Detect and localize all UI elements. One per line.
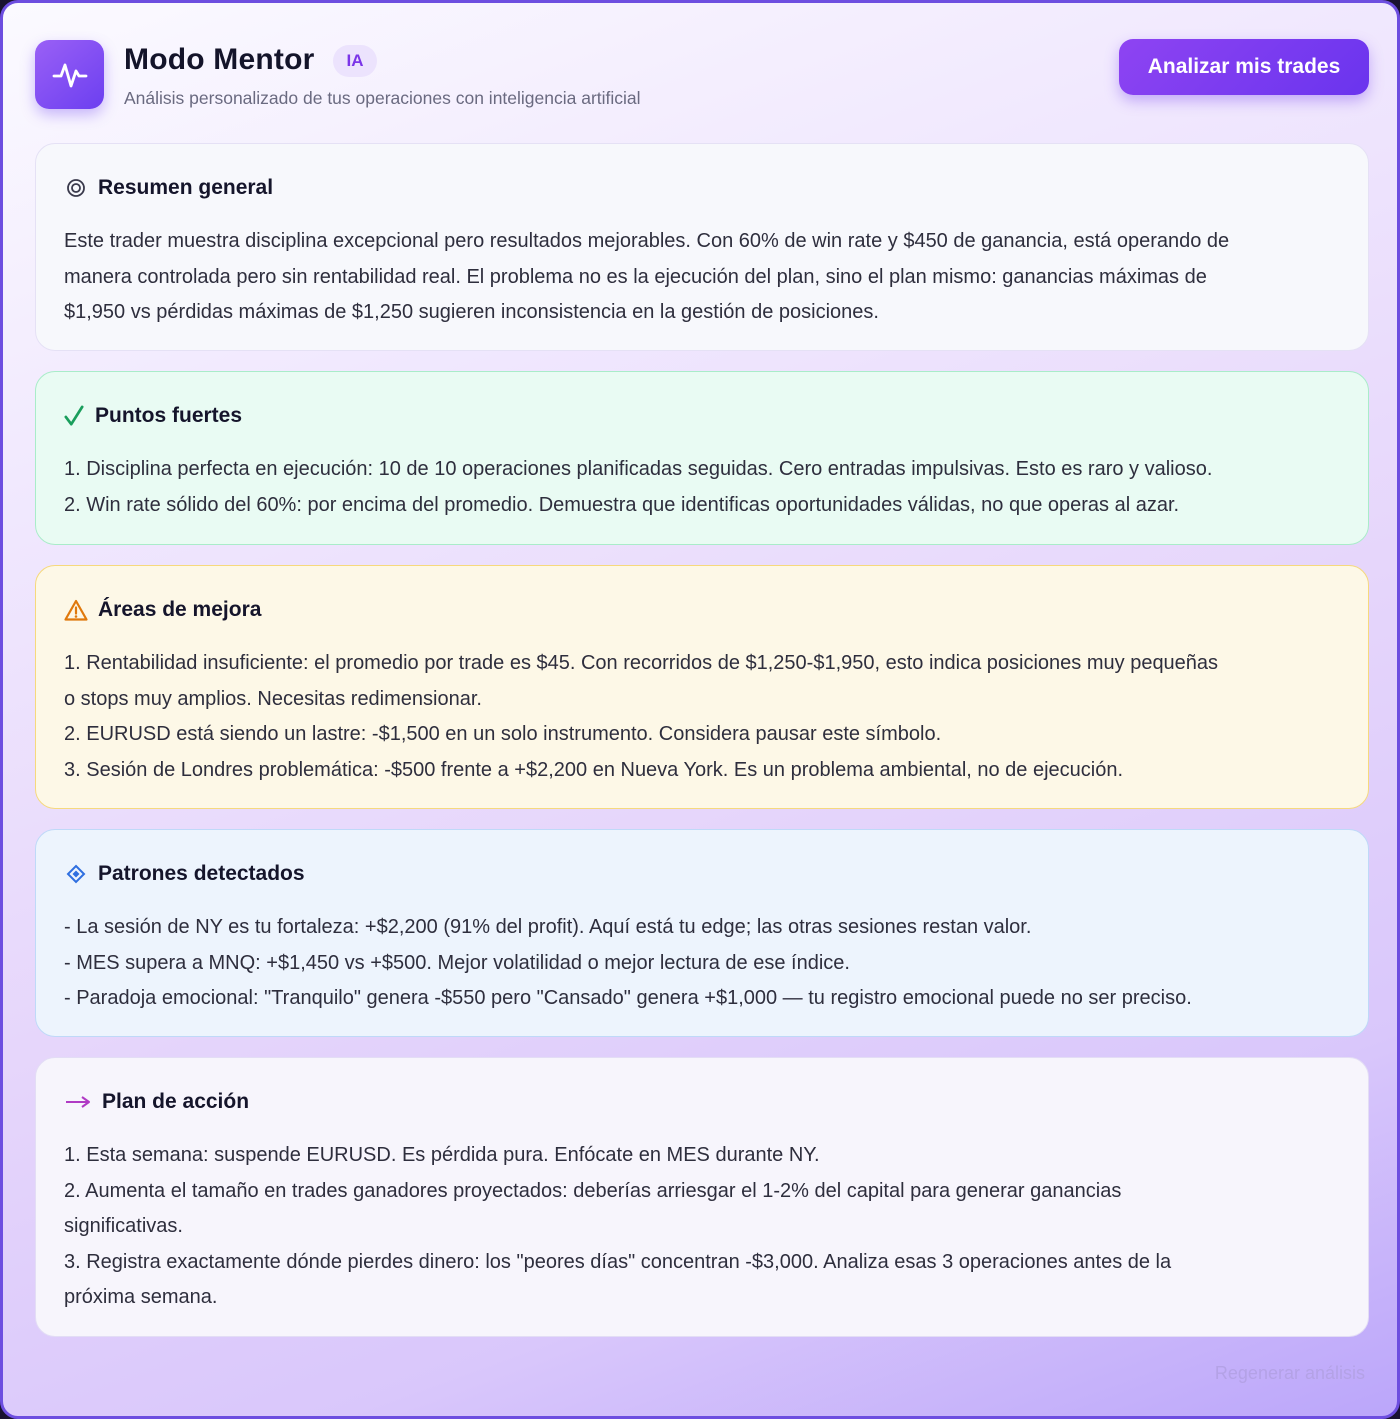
pattern-item: - Paradoja emocional: "Tranquilo" genera -$550 pero "Cansado" genera +$1,000 — tu registro emocional puede no ser preciso. (64, 987, 1192, 1009)
improvement-item: 1. Rentabilidad insuficiente: el promedio por trade es $45. Con recorridos de $1,250-$1,950, esto indica posiciones muy pequeñas (64, 652, 1219, 674)
analyze-trades-button[interactable]: Analizar mis trades (1119, 39, 1369, 95)
plan-item: significativas. (64, 1215, 183, 1237)
improvement-item: 2. EURUSD está siendo un lastre: -$1,500 en un solo instrumento. Considera pausar este símbolo. (64, 723, 942, 745)
summary-line: Este trader muestra disciplina excepcional pero resultados mejorables. Con 60% de win rate y $450 de ganancia, está operando de (64, 230, 1230, 252)
improvement-item: 3. Sesión de Londres problemática: -$500 frente a +$2,200 en Nueva York. Es un problema ambiental, no de ejecución. (64, 758, 1124, 781)
patterns-title: Patrones detectados (98, 862, 305, 885)
pattern-item: - MES supera a MNQ: +$1,450 vs +$500. Mejor volatilidad o mejor lectura de ese índice. (64, 951, 850, 974)
strengths-card (35, 371, 1369, 545)
action-plan-card (35, 1057, 1369, 1337)
summary-title: Resumen general (98, 176, 274, 199)
plan-item: 1. Esta semana: suspende EURUSD. Es pérdida pura. Enfócate en MES durante NY. (64, 1144, 820, 1166)
ai-badge: IA (333, 45, 377, 77)
strengths-title: Puntos fuertes (95, 404, 243, 427)
summary-line: manera controlada pero sin rentabilidad real. El problema no es la ejecución del plan, sino el plan mismo: ganancias máximas de (64, 265, 1207, 288)
page-subtitle: Análisis personalizado de tus operaciones con inteligencia artificial (124, 88, 641, 108)
arrow-right-icon (64, 1090, 92, 1114)
improvements-title: Áreas de mejora (98, 598, 262, 621)
target-icon (64, 176, 88, 200)
summary-card (35, 143, 1369, 351)
plan-item: 2. Aumenta el tamaño en trades ganadores proyectados: deberías arriesgar el 1-2% del capital para generar ganancias (64, 1179, 1122, 1202)
improvement-item: o stops muy amplios. Necesitas redimensionar. (64, 687, 482, 710)
summary-line: $1,950 vs pérdidas máximas de $1,250 sugieren inconsistencia en la gestión de posiciones. (64, 301, 879, 323)
pattern-item: - La sesión de NY es tu fortaleza: +$2,200 (91% del profit). Aquí está tu edge; las otras sesiones restan valor. (64, 916, 1032, 938)
regenerate-analysis-link[interactable]: Regenerar análisis (1214, 1363, 1365, 1383)
diamond-icon (64, 862, 88, 886)
check-icon (64, 404, 84, 428)
improvements-card (35, 565, 1369, 809)
strength-item: 2. Win rate sólido del 60%: por encima del promedio. Demuestra que identificas oportunidades válidas, no que operas al azar. (64, 493, 1180, 516)
plan-item: próxima semana. (64, 1286, 218, 1308)
patterns-card (35, 829, 1369, 1037)
plan-item: 3. Registra exactamente dónde pierdes dinero: los "peores días" concentran -$3,000. Analiza esas 3 operaciones antes de la (64, 1250, 1172, 1273)
plan-title: Plan de acción (102, 1090, 250, 1113)
strength-item: 1. Disciplina perfecta en ejecución: 10 de 10 operaciones planificadas seguidas. Cero entradas impulsivas. Esto es raro y valioso. (64, 458, 1213, 480)
activity-pulse-icon (35, 40, 104, 109)
page-title: Modo Mentor (124, 43, 315, 76)
warning-icon (64, 598, 88, 622)
header (35, 37, 1369, 113)
